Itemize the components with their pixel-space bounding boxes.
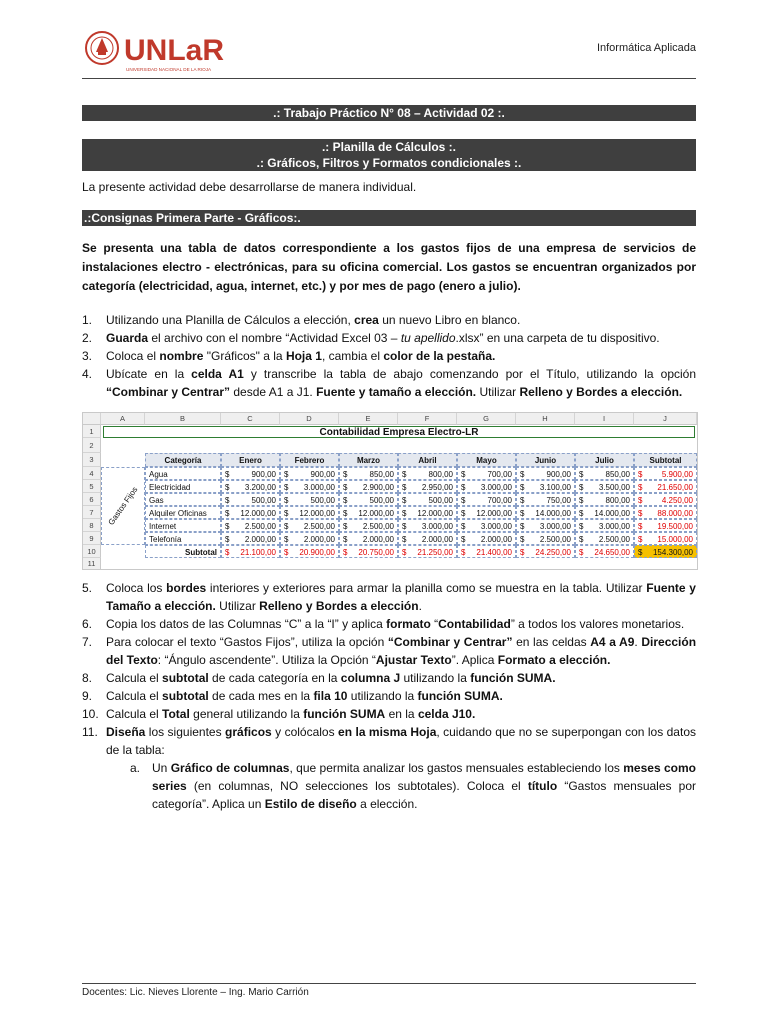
row-header: 7 — [83, 506, 101, 519]
currency-symbol: $ — [461, 509, 466, 518]
currency-symbol: $ — [402, 496, 407, 505]
cell-value: 24.650,00 — [594, 548, 630, 557]
currency-symbol: $ — [520, 522, 525, 531]
cell-value: 500,00 — [251, 496, 276, 505]
amount-cell — [457, 480, 516, 493]
amount-cell — [398, 532, 457, 545]
cell-value: 3.000,00 — [303, 483, 335, 492]
cell-value: 3.000,00 — [480, 483, 512, 492]
cell-value: 21.400,00 — [476, 548, 512, 557]
cell-value: 12.000,00 — [476, 509, 512, 518]
list-item: 9. Calcula el subtotal de cada mes en la fila 10 utilizando la función SUMA. — [82, 689, 503, 703]
currency-symbol: $ — [225, 470, 230, 479]
table-header-cell: Febrero — [280, 453, 339, 467]
currency-symbol: $ — [284, 483, 289, 492]
cell-value: 12.000,00 — [299, 509, 335, 518]
steps-list-a — [82, 311, 696, 401]
cell-value: 850,00 — [369, 470, 394, 479]
row-header: 3 — [83, 453, 101, 467]
cell-value: 750,00 — [546, 496, 571, 505]
currency-symbol: $ — [225, 535, 230, 544]
cell-value: 2.000,00 — [421, 535, 453, 544]
amount-cell — [339, 519, 398, 532]
gastos-fijos-label — [101, 467, 145, 545]
currency-symbol: $ — [284, 496, 289, 505]
sheet-title: Contabilidad Empresa Electro-LR — [103, 426, 695, 438]
currency-symbol: $ — [402, 470, 407, 479]
row-header: 2 — [83, 438, 101, 453]
title-bar: .: Trabajo Práctico N° 08 – Actividad 02 :. — [82, 105, 696, 121]
subtotal-cell — [634, 480, 697, 493]
column-header: H — [516, 413, 575, 425]
currency-symbol: $ — [343, 522, 348, 531]
category-cell: Electricidad — [145, 480, 221, 493]
amount-cell — [280, 480, 339, 493]
row-header: 6 — [83, 493, 101, 506]
cell-value: 3.100,00 — [539, 483, 571, 492]
month-subtotal-cell — [280, 545, 339, 558]
currency-symbol: $ — [402, 548, 407, 557]
table-header-cell: Abril — [398, 453, 457, 467]
row-header: 10 — [83, 545, 101, 558]
cell-value: 2.000,00 — [362, 535, 394, 544]
column-header: F — [398, 413, 457, 425]
column-header: D — [280, 413, 339, 425]
currency-symbol: $ — [402, 522, 407, 531]
currency-symbol: $ — [638, 496, 643, 505]
amount-cell — [398, 467, 457, 480]
cell-value: 500,00 — [428, 496, 453, 505]
list-item: 6. Copia los datos de las Columnas “C” a la “I” y aplica formato “Contabilidad” a todos los valores monetarios. — [82, 617, 685, 631]
cell-value: 500,00 — [310, 496, 335, 505]
column-header: G — [457, 413, 516, 425]
amount-cell — [280, 519, 339, 532]
list-item: 3. Coloca el nombre "Gráficos" a la Hoja 1, cambia el color de la pestaña. — [82, 349, 496, 363]
currency-symbol: $ — [520, 483, 525, 492]
currency-symbol: $ — [225, 522, 230, 531]
cell-value: 3.200,00 — [244, 483, 276, 492]
table-header-cell: Subtotal — [634, 453, 697, 467]
amount-cell — [339, 480, 398, 493]
university-logo — [84, 24, 254, 80]
cell-value: 15.000,00 — [657, 535, 693, 544]
currency-symbol: $ — [579, 470, 584, 479]
amount-cell — [221, 506, 280, 519]
currency-symbol: $ — [402, 483, 407, 492]
column-header: E — [339, 413, 398, 425]
list-item: 2. Guarda el archivo con el nombre “Actividad Excel 03 – tu apellido.xlsx” en una carpeta de tu dispositivo. — [82, 331, 660, 345]
currency-symbol: $ — [225, 496, 230, 505]
currency-symbol: $ — [402, 509, 407, 518]
subtotal-cell — [634, 467, 697, 480]
currency-symbol: $ — [225, 548, 230, 557]
cell-value: 3.000,00 — [421, 522, 453, 531]
table-header-cell: Enero — [221, 453, 280, 467]
list-item: 11. Diseña los siguientes gráficos y colócalos en la misma Hoja, cuidando que no se superpongan con los datos de la tabla: — [82, 725, 696, 757]
footer-teachers: Docentes: Lic. Nieves Llorente – Ing. Mario Carrión — [82, 987, 309, 998]
amount-cell — [516, 493, 575, 506]
cell-value: 12.000,00 — [417, 509, 453, 518]
currency-symbol: $ — [579, 548, 584, 557]
currency-symbol: $ — [638, 509, 643, 518]
amount-cell — [280, 506, 339, 519]
cell-value: 21.650,00 — [657, 483, 693, 492]
cell-value: 900,00 — [310, 470, 335, 479]
cell-value: 2.900,00 — [362, 483, 394, 492]
table-header-cell: Julio — [575, 453, 634, 467]
cell-value: 2.500,00 — [303, 522, 335, 531]
amount-cell — [457, 519, 516, 532]
cell-value: 21.100,00 — [240, 548, 276, 557]
column-header: I — [575, 413, 634, 425]
amount-cell — [516, 506, 575, 519]
list-item: 1. Utilizando una Planilla de Cálculos a elección, crea un nuevo Libro en blanco. — [82, 313, 521, 327]
category-cell: Alquiler Oficinas — [145, 506, 221, 519]
currency-symbol: $ — [284, 509, 289, 518]
amount-cell — [398, 493, 457, 506]
cell-value: 2.500,00 — [598, 535, 630, 544]
table-header-cell: Junio — [516, 453, 575, 467]
currency-symbol: $ — [520, 535, 525, 544]
cell-value: 88.000,00 — [657, 509, 693, 518]
cell-value: 850,00 — [605, 470, 630, 479]
subtitle-line-1: .: Planilla de Cálculos :. — [321, 140, 457, 154]
currency-symbol: $ — [461, 548, 466, 557]
amount-cell — [516, 467, 575, 480]
currency-symbol: $ — [461, 470, 466, 479]
cell-value: 2.950,00 — [421, 483, 453, 492]
cell-value: 2.000,00 — [244, 535, 276, 544]
cell-value: 20.900,00 — [299, 548, 335, 557]
amount-cell — [457, 493, 516, 506]
row-header: 1 — [83, 425, 101, 438]
category-cell: Gas — [145, 493, 221, 506]
currency-symbol: $ — [579, 535, 584, 544]
amount-cell — [457, 532, 516, 545]
category-cell: Agua — [145, 467, 221, 480]
currency-symbol: $ — [343, 470, 348, 479]
currency-symbol: $ — [520, 548, 525, 557]
currency-symbol: $ — [343, 483, 348, 492]
table-header-cell: Categoría — [145, 453, 221, 467]
currency-symbol: $ — [225, 509, 230, 518]
amount-cell — [516, 532, 575, 545]
cell-value: 20.750,00 — [358, 548, 394, 557]
amount-cell — [221, 493, 280, 506]
currency-symbol: $ — [579, 522, 584, 531]
column-header: C — [221, 413, 280, 425]
currency-symbol: $ — [579, 483, 584, 492]
month-subtotal-cell — [398, 545, 457, 558]
category-cell: Internet — [145, 519, 221, 532]
currency-symbol: $ — [402, 535, 407, 544]
cell-value: 900,00 — [546, 470, 571, 479]
currency-symbol: $ — [579, 509, 584, 518]
cell-value: 3.000,00 — [539, 522, 571, 531]
currency-symbol: $ — [638, 535, 643, 544]
amount-cell — [398, 506, 457, 519]
cell-value: 3.000,00 — [480, 522, 512, 531]
currency-symbol: $ — [343, 535, 348, 544]
amount-cell — [221, 467, 280, 480]
amount-cell — [398, 480, 457, 493]
subtitle-line-2: .: Gráficos, Filtros y Formatos condicionales :. — [256, 156, 522, 170]
cell-value: 2.500,00 — [244, 522, 276, 531]
gastos-fijos-text: Gastos Fijos — [106, 485, 140, 527]
cell-value: 2.000,00 — [480, 535, 512, 544]
cell-value: 2.500,00 — [362, 522, 394, 531]
amount-cell — [575, 532, 634, 545]
subtotal-label: Subtotal — [145, 545, 221, 558]
column-header: B — [145, 413, 221, 425]
currency-symbol: $ — [343, 509, 348, 518]
steps-list-b — [82, 579, 696, 813]
amount-cell — [457, 467, 516, 480]
currency-symbol: $ — [520, 470, 525, 479]
currency-symbol: $ — [520, 496, 525, 505]
amount-cell — [398, 519, 457, 532]
currency-symbol: $ — [284, 535, 289, 544]
cell-value: 5.900,00 — [661, 470, 693, 479]
amount-cell — [575, 480, 634, 493]
sub-list-item: a. Un Gráfico de columnas, que permita analizar los gastos mensuales estableciendo los meses como series (en columnas, NO selecciones los subtotales). Coloca el título “Gastos mensuales por categoría”. Aplica un Estilo de diseño a elección. — [130, 761, 697, 811]
cell-value: 3.000,00 — [598, 522, 630, 531]
currency-symbol: $ — [461, 522, 466, 531]
column-header: J — [634, 413, 697, 425]
table-header-cell: Mayo — [457, 453, 516, 467]
amount-cell — [516, 480, 575, 493]
footer-divider — [82, 983, 696, 984]
logo-subtitle: UNIVERSIDAD NACIONAL DE LA RIOJA — [126, 67, 212, 72]
row-header: 4 — [83, 467, 101, 480]
section-heading: .:Consignas Primera Parte - Gráficos:. — [82, 210, 696, 226]
subtotal-cell — [634, 506, 697, 519]
cell-value: 700,00 — [487, 470, 512, 479]
cell-value: 24.250,00 — [535, 548, 571, 557]
list-item: 10. Calcula el Total general utilizando la función SUMA en la celda J10. — [82, 707, 476, 721]
cell-value: 14.000,00 — [594, 509, 630, 518]
cell-value: 800,00 — [605, 496, 630, 505]
currency-symbol: $ — [461, 496, 466, 505]
list-item: 7. Para colocar el texto “Gastos Fijos”, utiliza la opción “Combinar y Centrar” en las celdas A4 a A9. Dirección del Texto: “Ángulo ascendente”. Utiliza la Opción “Ajustar Texto”. Aplica Formato a elección. — [82, 635, 697, 667]
amount-cell — [280, 532, 339, 545]
logo-wordmark: UNLaR — [124, 34, 225, 67]
amount-cell — [575, 519, 634, 532]
cell-value: 3.500,00 — [598, 483, 630, 492]
cell-value: 700,00 — [487, 496, 512, 505]
amount-cell — [575, 506, 634, 519]
cell-value: 19.500,00 — [657, 522, 693, 531]
subtitle-bar — [82, 139, 696, 171]
header-divider — [82, 78, 696, 79]
currency-symbol: $ — [638, 548, 643, 557]
cell-value: 2.000,00 — [303, 535, 335, 544]
currency-symbol: $ — [343, 548, 348, 557]
currency-symbol: $ — [284, 548, 289, 557]
intro-paragraph: Se presenta una tabla de datos correspondiente a los gastos fijos de una empresa de servicios de instalaciones electro - electrónicas, para su oficina comercial. Los gastos se encuentran organizados por categoría (electricidad, agua, internet, etc.) y por mes de pago (enero a julio). — [82, 241, 696, 293]
currency-symbol: $ — [461, 483, 466, 492]
grand-total-cell — [634, 545, 697, 558]
subtotal-cell — [634, 532, 697, 545]
amount-cell — [339, 467, 398, 480]
cell-value: 14.000,00 — [535, 509, 571, 518]
currency-symbol: $ — [284, 522, 289, 531]
currency-symbol: $ — [225, 483, 230, 492]
table-header-cell: Marzo — [339, 453, 398, 467]
row-header: 11 — [83, 558, 101, 570]
amount-cell — [221, 532, 280, 545]
currency-symbol: $ — [343, 496, 348, 505]
subtotal-cell — [634, 519, 697, 532]
amount-cell — [221, 519, 280, 532]
cell-value: 2.500,00 — [539, 535, 571, 544]
cell-value: 900,00 — [251, 470, 276, 479]
cell-value: 154.300,00 — [652, 548, 693, 557]
currency-symbol: $ — [520, 509, 525, 518]
cell-value: 12.000,00 — [240, 509, 276, 518]
spreadsheet-image — [82, 412, 698, 570]
amount-cell — [457, 506, 516, 519]
amount-cell — [516, 519, 575, 532]
month-subtotal-cell — [516, 545, 575, 558]
amount-cell — [221, 480, 280, 493]
column-header: A — [101, 413, 145, 425]
month-subtotal-cell — [339, 545, 398, 558]
amount-cell — [280, 493, 339, 506]
currency-symbol: $ — [638, 522, 643, 531]
amount-cell — [575, 493, 634, 506]
amount-cell — [339, 506, 398, 519]
cell-value: 500,00 — [369, 496, 394, 505]
amount-cell — [339, 532, 398, 545]
list-item: 4. Ubícate en la celda A1 y transcribe la tabla de abajo comenzando por el Título, utilizando la opción “Combinar y Centrar” desde A1 a J1. Fuente y tamaño a elección. Utilizar Relleno y Bordes a elección. — [82, 367, 697, 399]
row-header: 8 — [83, 519, 101, 532]
cell-value: 12.000,00 — [358, 509, 394, 518]
cell-value: 4.250,00 — [661, 496, 693, 505]
month-subtotal-cell — [221, 545, 280, 558]
currency-symbol: $ — [284, 470, 289, 479]
list-item: 8. Calcula el subtotal de cada categoría en la columna J utilizando la función SUMA. — [82, 671, 556, 685]
list-item: 5. Coloca los bordes interiores y exteriores para armar la planilla como se muestra en la tabla. Utilizar Fuente y Tamaño a elección. Utilizar Relleno y Bordes a elección. — [82, 581, 696, 613]
amount-cell — [575, 467, 634, 480]
row-header: 5 — [83, 480, 101, 493]
currency-symbol: $ — [638, 483, 643, 492]
crest-icon — [86, 32, 118, 64]
amount-cell — [280, 467, 339, 480]
cell-value: 800,00 — [428, 470, 453, 479]
month-subtotal-cell — [575, 545, 634, 558]
month-subtotal-cell — [457, 545, 516, 558]
cell-value: 21.250,00 — [417, 548, 453, 557]
currency-symbol: $ — [638, 470, 643, 479]
currency-symbol: $ — [579, 496, 584, 505]
subtotal-cell — [634, 493, 697, 506]
row-header: 9 — [83, 532, 101, 545]
category-cell: Telefonía — [145, 532, 221, 545]
course-name: Informática Aplicada — [596, 42, 696, 54]
sheet-corner — [83, 413, 101, 425]
amount-cell — [339, 493, 398, 506]
individual-note: La presente actividad debe desarrollarse de manera individual. — [82, 180, 417, 194]
currency-symbol: $ — [461, 535, 466, 544]
